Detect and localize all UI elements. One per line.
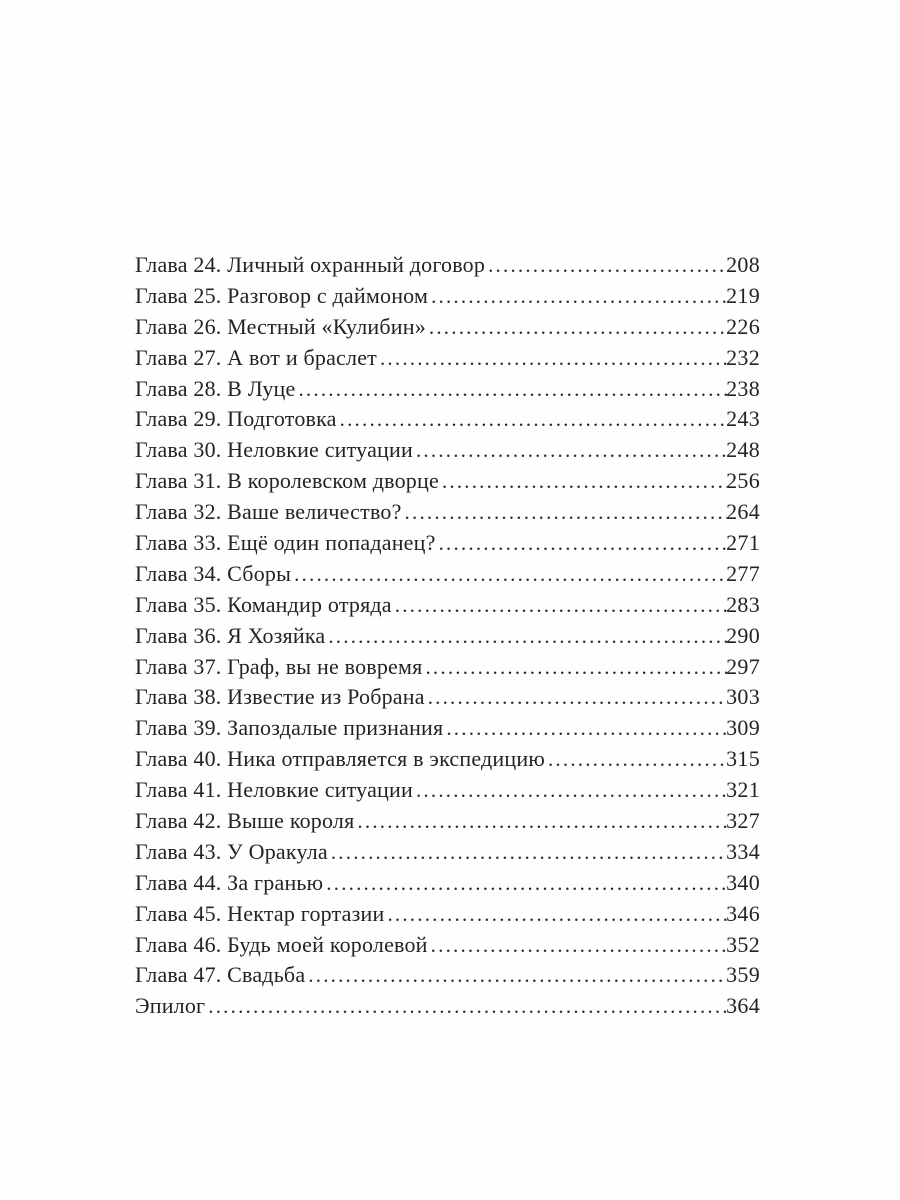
toc-entry [135, 899, 760, 930]
toc-entry-page-number: 248 [726, 437, 760, 463]
toc-entry-title: Глава 33. Ещё один попаданец? [135, 530, 436, 556]
dot-leader [436, 528, 728, 559]
toc-entry-page-number: 364 [726, 993, 760, 1019]
dot-leader [439, 466, 727, 497]
toc-entry-title: Глава 27. А вот и браслет [135, 344, 377, 370]
dot-leader [545, 744, 727, 775]
toc-entry-title: Глава 37. Граф, вы не вовремя [135, 653, 423, 679]
dot-leader [305, 960, 727, 991]
toc-entry [135, 930, 760, 961]
toc-entry-page-number: 243 [726, 406, 760, 432]
toc-entry-page-number: 256 [726, 468, 760, 494]
toc-entry [135, 868, 760, 899]
toc-entry-title: Глава 28. В Луце [135, 375, 296, 401]
dot-leader [392, 590, 727, 621]
toc-entry [135, 528, 760, 559]
toc-entry-page-number: 264 [726, 499, 760, 525]
toc-entry-page-number: 346 [726, 900, 760, 926]
dot-leader [291, 559, 727, 590]
toc-entry [135, 775, 760, 806]
toc-entry-title: Глава 35. Командир отряда [135, 591, 392, 617]
toc-entry-title: Глава 42. Выше короля [135, 808, 355, 834]
toc-entry-page-number: 283 [726, 591, 760, 617]
toc-entry-page-number: 315 [726, 746, 760, 772]
toc-entry-page-number: 290 [726, 622, 760, 648]
toc-entry-title: Глава 24. Личный охранный договор [135, 252, 486, 277]
toc-entry-title: Глава 45. Нектар гортазии [135, 900, 385, 926]
toc-entry-title: Глава 47. Свадьба [135, 962, 306, 988]
dot-leader [443, 713, 727, 744]
toc-entry [135, 590, 760, 621]
toc-entry-page-number: 334 [726, 838, 760, 864]
toc-entry-title: Глава 38. Известие из Робрана [135, 684, 425, 710]
toc-entry-title: Глава 39. Запоздалые признания [135, 715, 444, 741]
dot-leader [413, 435, 727, 466]
dot-leader [422, 652, 727, 683]
toc-entry [135, 621, 760, 652]
toc-entry-page-number: 359 [726, 962, 760, 988]
dot-leader [425, 682, 727, 713]
toc-entry-page-number: 238 [726, 375, 760, 401]
dot-leader [428, 930, 727, 961]
toc-entry [135, 497, 760, 528]
toc-entry [135, 312, 760, 343]
toc-entry-title: Глава 31. В королевском дворце [135, 468, 439, 494]
toc-entry-title: Глава 32. Ваше величество? [135, 499, 402, 525]
toc-entry-title: Глава 40. Ника отправляется в экспедицию [135, 746, 545, 772]
toc-entry-title: Глава 34. Сборы [135, 560, 292, 586]
toc-entry-page-number: 303 [726, 684, 760, 710]
dot-leader [325, 621, 727, 652]
dot-leader [402, 497, 728, 528]
toc-entry-page-number: 327 [726, 808, 760, 834]
dot-leader [337, 404, 727, 435]
dot-leader [377, 343, 727, 374]
toc-entry-title: Глава 26. Местный «Кулибин» [135, 313, 426, 339]
dot-leader [205, 991, 727, 1022]
toc-entry [135, 281, 760, 312]
toc-entry-title: Эпилог [135, 993, 206, 1019]
toc-entry-title: Глава 43. У Оракула [135, 838, 328, 864]
toc-entry-title: Глава 44. За гранью [135, 869, 324, 895]
dot-leader [426, 312, 727, 343]
toc-entry [135, 960, 760, 991]
toc-entry-page-number: 277 [726, 560, 760, 586]
dot-leader [413, 775, 727, 806]
toc-entry [135, 652, 760, 683]
toc-entry-page-number: 321 [726, 777, 760, 803]
table-of-contents [135, 250, 760, 1022]
dot-leader [295, 374, 727, 405]
toc-entry [135, 837, 760, 868]
toc-entry [135, 250, 760, 281]
toc-entry [135, 435, 760, 466]
dot-leader [354, 806, 727, 837]
toc-entry-page-number: 297 [726, 653, 760, 679]
toc-entry-page-number: 340 [726, 869, 760, 895]
dot-leader [328, 837, 727, 868]
dot-leader [428, 281, 727, 312]
toc-entry-page-number: 352 [726, 931, 760, 957]
toc-entry [135, 682, 760, 713]
toc-entry [135, 713, 760, 744]
toc-entry [135, 991, 760, 1022]
toc-entry-page-number: 208 [726, 252, 760, 277]
dot-leader [323, 868, 727, 899]
toc-entry-page-number: 219 [726, 282, 760, 308]
toc-entry-page-number: 271 [726, 530, 760, 556]
toc-entry-title: Глава 30. Неловкие ситуации [135, 437, 413, 463]
dot-leader [384, 899, 727, 930]
toc-entry-title: Глава 36. Я Хозяйка [135, 622, 326, 648]
toc-entry-page-number: 232 [726, 344, 760, 370]
toc-entry-title: Глава 41. Неловкие ситуации [135, 777, 413, 803]
toc-entry-title: Глава 29. Подготовка [135, 406, 337, 432]
toc-entry-title: Глава 25. Разговор с даймоном [135, 282, 429, 308]
toc-entry-page-number: 309 [726, 715, 760, 741]
toc-entry-page-number: 226 [726, 313, 760, 339]
toc-entry [135, 404, 760, 435]
dot-leader [485, 250, 727, 281]
toc-entry [135, 744, 760, 775]
toc-entry [135, 374, 760, 405]
toc-entry-title: Глава 46. Будь моей королевой [135, 931, 428, 957]
toc-entry [135, 466, 760, 497]
toc-entry [135, 343, 760, 374]
toc-entry [135, 806, 760, 837]
toc-entry [135, 559, 760, 590]
